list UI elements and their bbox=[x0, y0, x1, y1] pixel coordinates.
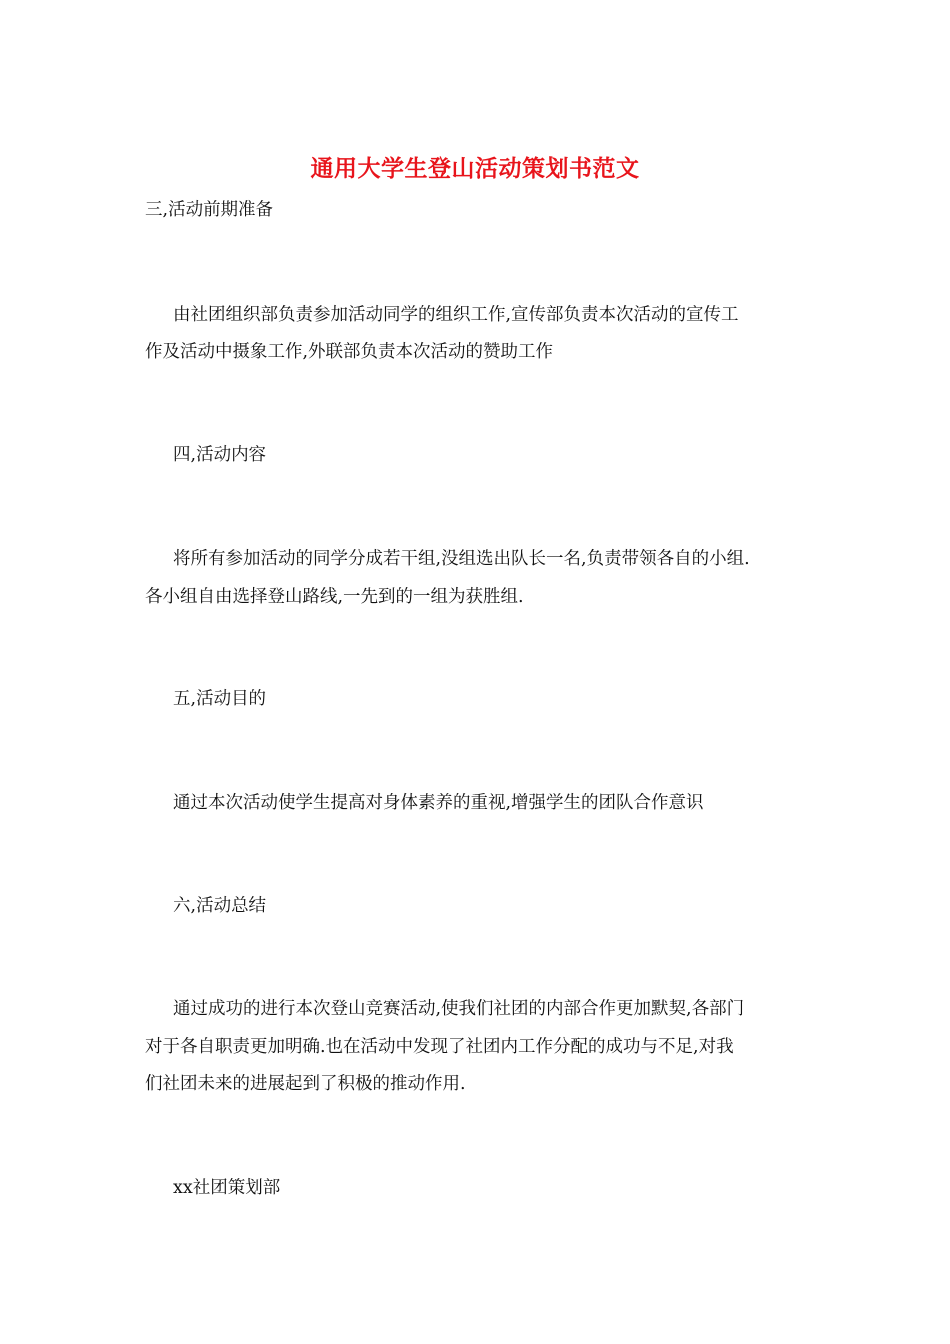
section-6-heading: 六,活动总结 bbox=[173, 896, 267, 916]
section-3-paragraph-line-1: 由社团组织部负责参加活动同学的组织工作,宣传部负责本次活动的宣传工 bbox=[173, 305, 739, 325]
section-6-paragraph-line-3: 们社团未来的进展起到了积极的推动作用. bbox=[145, 1074, 466, 1094]
document-title: 通用大学生登山活动策划书范文 bbox=[310, 155, 640, 182]
section-5-heading: 五,活动目的 bbox=[173, 689, 267, 709]
section-4-heading: 四,活动内容 bbox=[173, 445, 267, 465]
section-3-paragraph-line-2: 作及活动中摄象工作,外联部负责本次活动的赞助工作 bbox=[145, 342, 554, 362]
section-4-paragraph-line-1: 将所有参加活动的同学分成若干组,没组选出队长一名,负责带领各自的小组. bbox=[173, 549, 750, 569]
section-4-paragraph-line-2: 各小组自由选择登山路线,一先到的一组为获胜组. bbox=[145, 587, 524, 607]
section-3-heading: 三,活动前期准备 bbox=[145, 200, 274, 220]
section-5-paragraph-line-1: 通过本次活动使学生提高对身体素养的重视,增强学生的团队合作意识 bbox=[173, 793, 704, 813]
section-6-paragraph-line-2: 对于各自职责更加明确.也在活动中发现了社团内工作分配的成功与不足,对我 bbox=[145, 1037, 734, 1057]
section-6-paragraph-line-1: 通过成功的进行本次登山竞赛活动,使我们社团的内部合作更加默契,各部门 bbox=[173, 999, 745, 1019]
signature: xx社团策划部 bbox=[173, 1178, 281, 1198]
